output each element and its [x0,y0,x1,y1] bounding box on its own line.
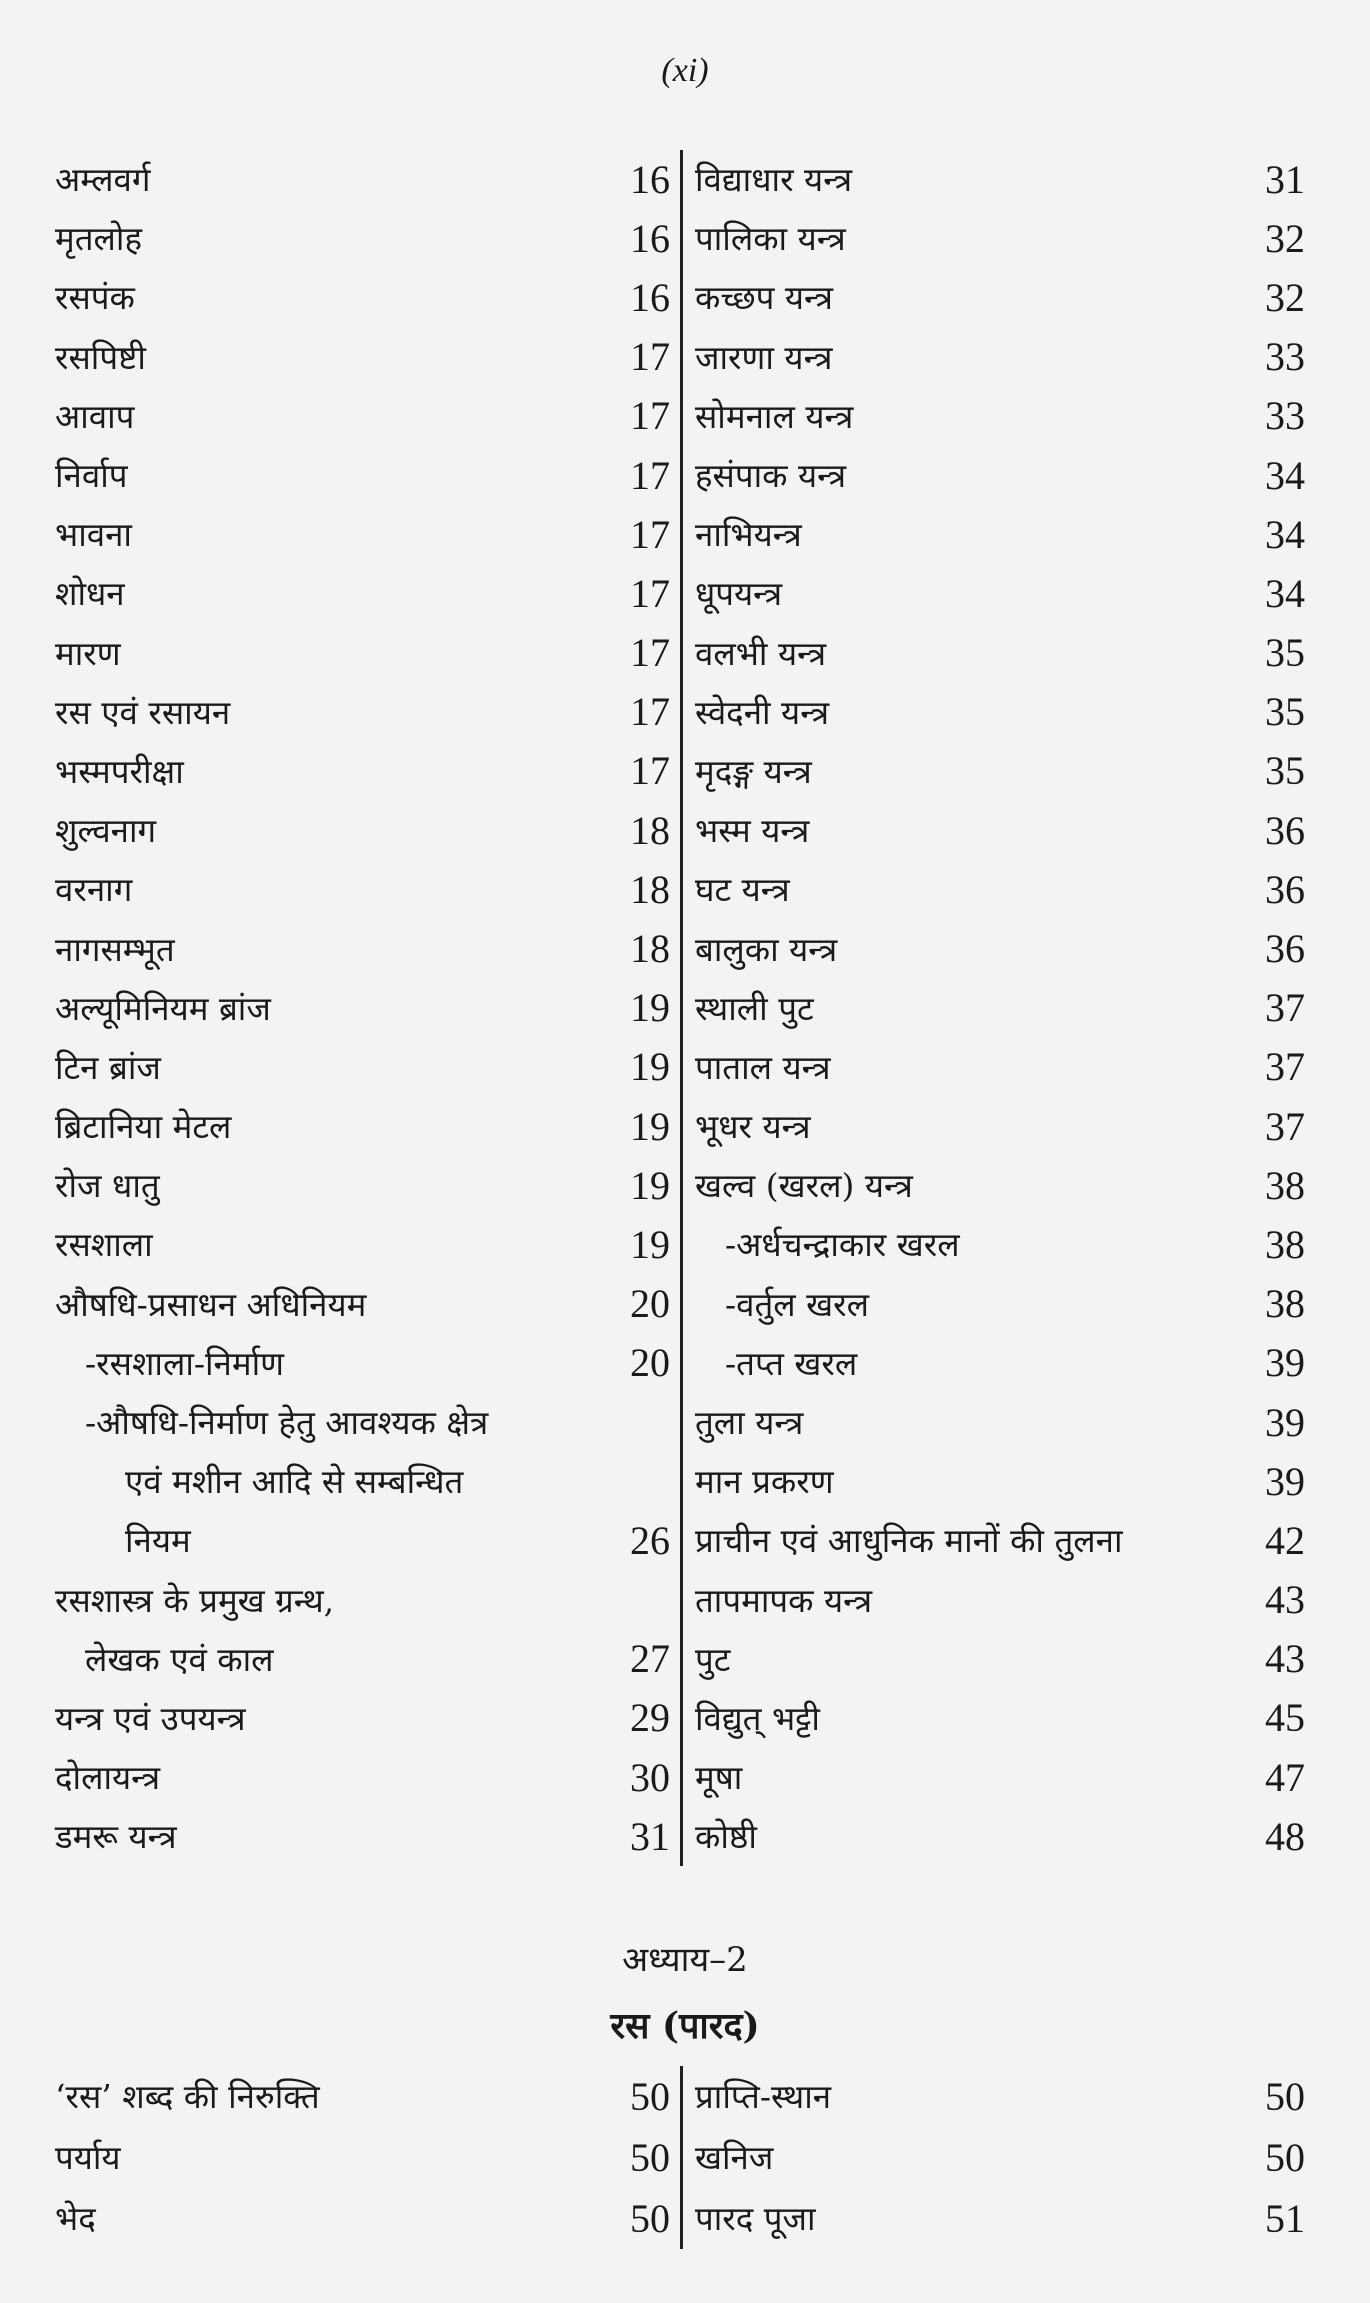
toc-entry [695,1038,1305,1097]
toc-entry-page: 36 [1265,866,1305,912]
toc-entry-page: 39 [1265,1458,1305,1504]
toc-entry [695,1215,1305,1274]
toc-entry-page: 38 [1265,1281,1305,1327]
toc-entry-page: 32 [1265,215,1305,261]
toc-entry-label: नागसम्भूत [55,929,175,969]
toc-entry [695,2066,1305,2127]
toc-entry [695,505,1305,564]
toc-entry-label: खल्व (खरल) यन्त्र [695,1166,913,1206]
toc-entry-page: 17 [630,570,670,616]
toc-entry-label: डमरू यन्त्र [55,1817,177,1857]
toc-entry-label: -वर्तुल खरल [725,1284,870,1324]
toc-entry [695,1571,1305,1630]
toc-entry-page: 50 [630,2195,670,2241]
toc-entry-label: बालुका यन्त्र [695,929,838,969]
toc-entry-page: 51 [1265,2195,1305,2241]
toc-entry [55,268,670,327]
toc-entry [695,2188,1305,2249]
toc-entry-page: 17 [630,748,670,794]
toc-entry [695,801,1305,860]
page-number: (xi) [661,52,709,89]
toc-entry-page: 37 [1265,985,1305,1031]
toc-entry-label: हसंपाक यन्त्र [695,456,847,496]
toc-entry [55,683,670,742]
toc-entry-page: 37 [1265,1103,1305,1149]
toc-entry [55,1038,670,1097]
toc-entry-label: प्राचीन एवं आधुनिक मानों की तुलना [695,1521,1123,1561]
toc-entry-label: स्थाली पुट [695,988,814,1028]
toc-entry-page: 43 [1265,1577,1305,1623]
toc-entry [695,150,1305,209]
toc-entry [55,624,670,683]
toc-entry-page: 35 [1265,748,1305,794]
toc-entry [55,2066,670,2127]
toc-entry-label: रस एवं रसायन [55,692,231,732]
toc-entry-label: पर्याय [55,2138,121,2177]
toc-entry [55,742,670,801]
toc-entry [695,1748,1305,1807]
toc-entry-page: 18 [630,926,670,972]
toc-entry [55,505,670,564]
toc-upper [55,150,1305,1866]
toc-entry-label: अल्यूमिनियम ब्रांज [55,988,271,1028]
toc-entry-label: भेद [55,2199,96,2238]
toc-entry-label: तापमापक यन्त्र [695,1580,873,1620]
toc-entry-label: ब्रिटानिया मेटल [55,1107,232,1147]
toc-entry-label: खनिज [695,2138,774,2177]
toc-entry-label: वलभी यन्त्र [695,633,827,673]
toc-entry [55,1807,670,1866]
chapter-heading: अध्याय–2 [622,1940,748,1980]
toc-entry [55,1630,670,1689]
toc-entry-label: औषधि-प्रसाधन अधिनियम [55,1284,367,1324]
toc-entry-page: 19 [630,1162,670,1208]
toc-entry [55,1334,670,1393]
toc-entry [695,860,1305,919]
toc-entry-label: पारद पूजा [695,2199,816,2238]
toc-entry-label: दोलायन्त्र [55,1758,161,1798]
toc-entry [695,1511,1305,1570]
toc-entry-label: वरनाग [55,870,133,910]
toc-entry [695,979,1305,1038]
toc-entry-page: 31 [630,1813,670,1859]
toc-entry-label: शोधन [55,574,125,614]
toc-entry-label: यन्त्र एवं उपयन्त्र [55,1698,246,1738]
toc-entry-page: 37 [1265,1044,1305,1090]
toc-entry-page: 17 [630,689,670,735]
toc-entry-page: 17 [630,393,670,439]
toc-entry [695,446,1305,505]
toc-column-left [55,2066,683,2249]
toc-entry-page: 39 [1265,1340,1305,1386]
toc-entry-label: अम्लवर्ग [55,160,151,200]
toc-entry [55,2188,670,2249]
toc-entry [55,1689,670,1748]
toc-entry [695,1689,1305,1748]
toc-entry [695,2127,1305,2188]
toc-entry-label: मान प्रकरण [695,1462,834,1502]
toc-column-right [683,2066,1305,2249]
toc-entry-label: रसपिष्टी [55,337,146,377]
toc-entry-label: भावना [55,515,132,555]
toc-entry-page: 34 [1265,570,1305,616]
toc-entry [695,1393,1305,1452]
toc-entry-label: एवं मशीन आदि से सम्बन्धित [125,1462,464,1502]
toc-entry-page: 47 [1265,1754,1305,1800]
toc-entry [695,1807,1305,1866]
toc-entry [695,1156,1305,1215]
toc-entry-page: 17 [630,452,670,498]
toc-entry-label: भस्मपरीक्षा [55,751,184,791]
toc-entry-label: भूधर यन्त्र [695,1107,811,1147]
toc-entry [55,1275,670,1334]
toc-entry [695,919,1305,978]
toc-entry-page: 18 [630,866,670,912]
toc-entry-page: 18 [630,807,670,853]
toc-entry-label: तुला यन्त्र [695,1403,804,1443]
toc-entry-label: -औषधि-निर्माण हेतु आवश्यक क्षेत्र [85,1403,489,1443]
toc-entry [695,683,1305,742]
toc-entry [55,2127,670,2188]
toc-entry-page: 19 [630,1221,670,1267]
toc-entry [55,1511,670,1570]
toc-entry [55,387,670,446]
toc-entry-page: 42 [1265,1517,1305,1563]
toc-entry-label: विद्युत् भट्टी [695,1698,820,1738]
toc-entry [55,1452,670,1511]
toc-entry-page: 36 [1265,807,1305,853]
toc-entry-page: 30 [630,1754,670,1800]
toc-entry-page: 16 [630,215,670,261]
toc-entry-page: 48 [1265,1813,1305,1859]
toc-entry [55,1748,670,1807]
toc-entry-page: 20 [630,1281,670,1327]
toc-entry-label: पुट [695,1639,731,1679]
toc-entry-label: -अर्धचन्द्राकार खरल [725,1225,960,1265]
toc-entry-page: 17 [630,334,670,380]
toc-entry-page: 38 [1265,1162,1305,1208]
toc-entry-label: रोज धातु [55,1166,160,1206]
toc-entry-label: टिन ब्रांज [55,1047,161,1087]
toc-entry-page: 27 [630,1636,670,1682]
toc-entry [695,624,1305,683]
toc-entry-label: कोष्ठी [695,1817,757,1857]
toc-entry-label: मारण [55,633,121,673]
toc-entry-label: आवाप [55,396,135,436]
toc-entry-label: नियम [125,1521,191,1561]
toc-entry [55,1215,670,1274]
toc-entry [55,860,670,919]
toc-entry [695,1334,1305,1393]
toc-entry-label: पालिका यन्त्र [695,219,846,259]
toc-entry-label: रसशाला [55,1225,153,1265]
toc-entry-page: 16 [630,156,670,202]
toc-entry [55,801,670,860]
toc-entry [695,387,1305,446]
toc-entry-label: मृदङ्ग यन्त्र [695,751,812,791]
toc-entry-label: रसशास्त्र के प्रमुख ग्रन्थ, [55,1580,335,1620]
toc-entry [695,1275,1305,1334]
toc-entry-page: 35 [1265,689,1305,735]
toc-entry-label: निर्वाप [55,456,128,496]
toc-entry [55,1393,670,1452]
toc-entry-label: शुल्वनाग [55,811,157,851]
toc-entry-label: नाभियन्त्र [695,515,802,555]
toc-entry-page: 38 [1265,1221,1305,1267]
toc-entry-page: 29 [630,1695,670,1741]
toc-entry-page: 19 [630,985,670,1031]
toc-entry-page: 17 [630,630,670,676]
toc-entry-label: लेखक एवं काल [85,1639,274,1679]
toc-column-left [55,150,683,1866]
toc-entry [695,268,1305,327]
toc-entry-label: कच्छप यन्त्र [695,278,833,318]
toc-entry-label: मृतलोह [55,219,142,259]
toc-entry [55,1097,670,1156]
toc-entry [55,979,670,1038]
toc-entry-page: 50 [1265,2073,1305,2119]
toc-entry-label: विद्याधार यन्त्र [695,160,853,200]
toc-entry-page: 35 [1265,630,1305,676]
toc-entry-page: 50 [630,2073,670,2119]
toc-entry-page: 33 [1265,393,1305,439]
toc-entry [695,328,1305,387]
toc-entry [55,328,670,387]
toc-entry-page: 20 [630,1340,670,1386]
toc-entry [55,919,670,978]
toc-entry [695,1097,1305,1156]
toc-entry [55,446,670,505]
toc-entry-label: -रसशाला-निर्माण [85,1343,285,1383]
toc-entry-page: 32 [1265,274,1305,320]
toc-entry [55,1571,670,1630]
toc-entry-page: 31 [1265,156,1305,202]
toc-entry-page: 39 [1265,1399,1305,1445]
toc-entry-page: 34 [1265,511,1305,557]
toc-entry-page: 45 [1265,1695,1305,1741]
toc-entry-label: मूषा [695,1758,743,1798]
toc-entry-page: 34 [1265,452,1305,498]
toc-entry-page: 36 [1265,926,1305,972]
toc-entry-page: 19 [630,1044,670,1090]
toc-entry-page: 50 [630,2134,670,2180]
toc-entry-label: रसपंक [55,278,135,318]
toc-entry-page: 50 [1265,2134,1305,2180]
toc-entry-label: धूपयन्त्र [695,574,783,614]
toc-entry [695,1630,1305,1689]
toc-entry-label: घट यन्त्र [695,870,790,910]
toc-entry-page: 19 [630,1103,670,1149]
toc-entry-label: भस्म यन्त्र [695,811,810,851]
toc-entry [55,1156,670,1215]
toc-entry-page: 26 [630,1517,670,1563]
toc-entry-label: जारणा यन्त्र [695,337,833,377]
toc-entry-label: सोमनाल यन्त्र [695,396,854,436]
toc-lower [55,2066,1305,2249]
toc-entry-label: प्राप्ति-स्थान [695,2077,832,2116]
toc-entry [695,742,1305,801]
toc-entry-page: 17 [630,511,670,557]
toc-entry [695,209,1305,268]
toc-entry-page: 43 [1265,1636,1305,1682]
toc-entry [695,1452,1305,1511]
toc-entry-label: पाताल यन्त्र [695,1047,831,1087]
toc-column-right [683,150,1305,1866]
toc-entry [55,564,670,623]
toc-entry-label: ‘रस’ शब्द की निरुक्ति [55,2077,320,2116]
chapter-title: रस (पारद) [610,2005,760,2047]
toc-entry-page: 16 [630,274,670,320]
toc-entry-page: 33 [1265,334,1305,380]
toc-entry [695,564,1305,623]
toc-entry [55,209,670,268]
toc-entry-label: -तप्त खरल [725,1343,858,1383]
toc-entry [55,150,670,209]
toc-entry-label: स्वेदनी यन्त्र [695,692,830,732]
